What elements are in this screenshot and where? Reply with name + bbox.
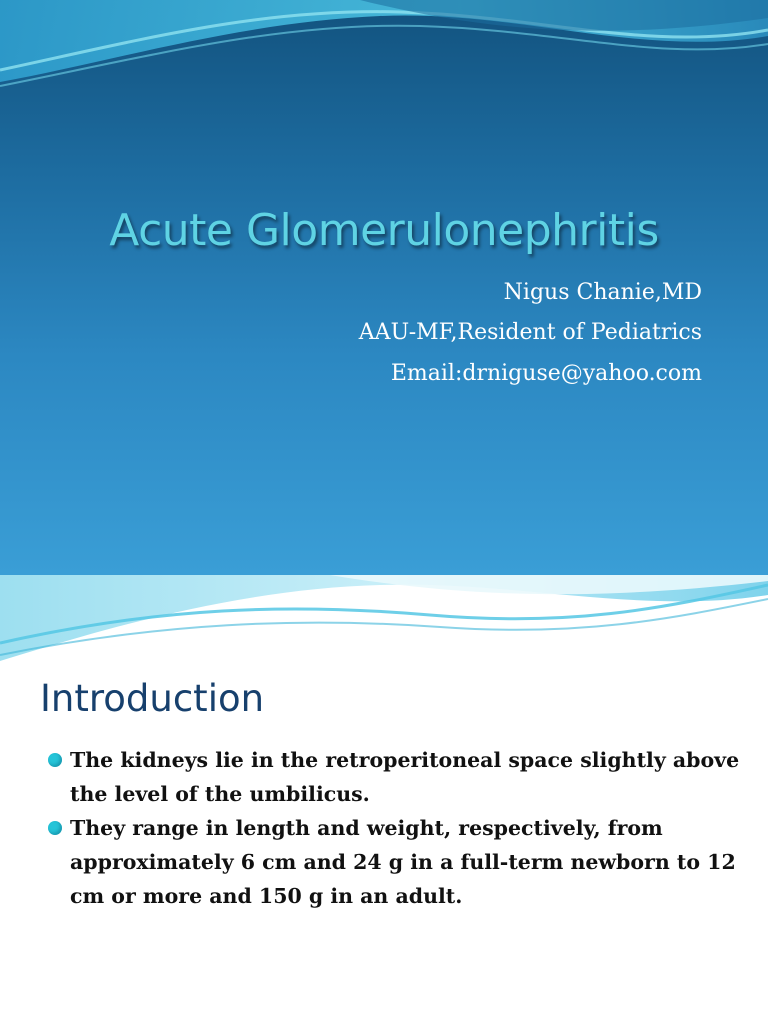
- bullet-text: They range in length and weight, respectively, from approximately 6 cm and 24 g in a full-term newborn to 12 cm or more and 150 g in an adult.: [70, 816, 736, 908]
- author-name: Nigus Chanie,MD: [503, 280, 702, 305]
- bullet-list: [46, 743, 746, 913]
- author-affiliation: AAU-MF,Resident of Pediatrics: [358, 320, 702, 345]
- header-wave-decoration: [0, 575, 768, 675]
- bullet-text: The kidneys lie in the retroperitoneal space slightly above the level of the umbilicus.: [70, 748, 740, 806]
- section-title: Introduction: [40, 677, 265, 720]
- introduction-slide: [0, 575, 768, 1024]
- author-email: Email:drniguse@yahoo.com: [390, 361, 702, 386]
- bullet-item: [46, 811, 746, 913]
- slide-title: Acute Glomerulonephritis: [109, 205, 659, 256]
- bullet-dot-icon: [48, 821, 62, 835]
- bullet-item: [46, 743, 746, 811]
- header-wave-decoration: [0, 0, 768, 110]
- bullet-dot-icon: [48, 753, 62, 767]
